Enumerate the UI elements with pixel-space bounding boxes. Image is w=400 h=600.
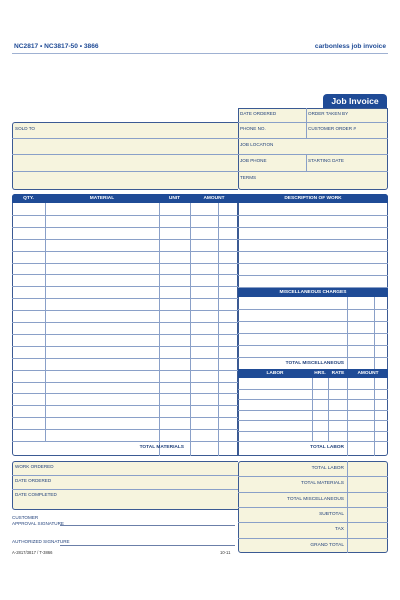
table-row: [238, 420, 388, 421]
phone-no-label: PHONE NO.: [240, 126, 266, 131]
amount-header: AMOUNT: [203, 196, 225, 201]
totals-row-line: [238, 538, 388, 539]
description-box: [238, 194, 388, 456]
customer-order-label: CUSTOMER ORDER #: [308, 126, 356, 131]
table-row: [238, 399, 388, 400]
totals-row-line: [238, 507, 388, 508]
table-row: [238, 251, 388, 252]
date-ordered-bottom-label: DATE ORDERED: [15, 478, 52, 483]
table-row: [238, 410, 388, 411]
totals-row-line: [238, 522, 388, 523]
order-info-box: [238, 108, 388, 190]
form-numbers: NC2817 • NC3817-50 • 3866: [14, 43, 99, 50]
job-location-label: JOB LOCATION: [240, 142, 274, 147]
totals-row-line: [238, 492, 388, 493]
totals-label: GRAND TOTAL: [310, 542, 344, 548]
table-row: [238, 263, 388, 264]
table-row: [238, 345, 388, 346]
sold-to-box: [12, 122, 238, 190]
sold-to-label: SOLD TO: [15, 126, 35, 131]
order-taken-by-label: ORDER TAKEN BY: [308, 111, 349, 116]
table-row: [238, 441, 388, 442]
product-type: carbonless job invoice: [314, 43, 386, 50]
table-row: [12, 441, 238, 442]
table-row: [238, 227, 388, 228]
total-labor-label: TOTAL LABOR: [310, 445, 344, 450]
totals-label: TOTAL MATERIALS: [300, 481, 344, 487]
material-header: MATERIAL: [89, 196, 115, 201]
rate-header: RATE: [331, 371, 345, 376]
header-rule: [12, 53, 388, 54]
qty-header: QTY.: [23, 196, 34, 201]
table-row: [238, 321, 388, 322]
date-completed-label: DATE COMPLETED: [15, 492, 57, 497]
table-row: [238, 389, 388, 390]
labor-amount-header: AMOUNT: [357, 371, 379, 376]
table-row: [238, 333, 388, 334]
job-phone-label: JOB PHONE: [240, 158, 267, 163]
starting-date-label: STARTING DATE: [308, 158, 344, 163]
totals-label: SUBTOTAL: [319, 511, 344, 517]
authorized-signature-label: AUTHORIZED SIGNATURE: [12, 539, 70, 544]
page-title: Job Invoice: [323, 94, 387, 108]
labor-header: LABOR: [266, 371, 284, 376]
table-row: [238, 309, 388, 310]
work-ordered-label: WORK ORDERED: [15, 464, 54, 469]
table-row: [238, 239, 388, 240]
unit-header: UNIT: [168, 196, 181, 201]
terms-label: TERMS: [240, 175, 257, 180]
total-misc-label: TOTAL MISCELLANEOUS: [285, 361, 344, 366]
totals-label: TAX: [335, 527, 344, 533]
table-row: [238, 357, 388, 358]
description-header: DESCRIPTION OF WORK: [238, 194, 388, 203]
date-ordered-label: DATE ORDERED: [240, 111, 277, 116]
table-row: [238, 431, 388, 432]
footer-left-code: A-2817/3817 / T-3866: [12, 550, 53, 555]
table-row: [238, 275, 388, 276]
totals-label: TOTAL LABOR: [311, 466, 344, 471]
totals-row-line: [238, 476, 388, 477]
totals-label: TOTAL MISCELLANEOUS: [287, 496, 344, 502]
total-materials-label: TOTAL MATERIALS: [139, 445, 184, 450]
customer-signature-label: CUSTOMER APPROVAL SIGNATURE: [12, 515, 64, 527]
hrs-header: HRS.: [314, 371, 326, 376]
misc-header: MISCELLANEOUS CHARGES: [238, 288, 388, 297]
footer-right-code: 10-11: [220, 550, 231, 555]
table-row: [238, 215, 388, 216]
